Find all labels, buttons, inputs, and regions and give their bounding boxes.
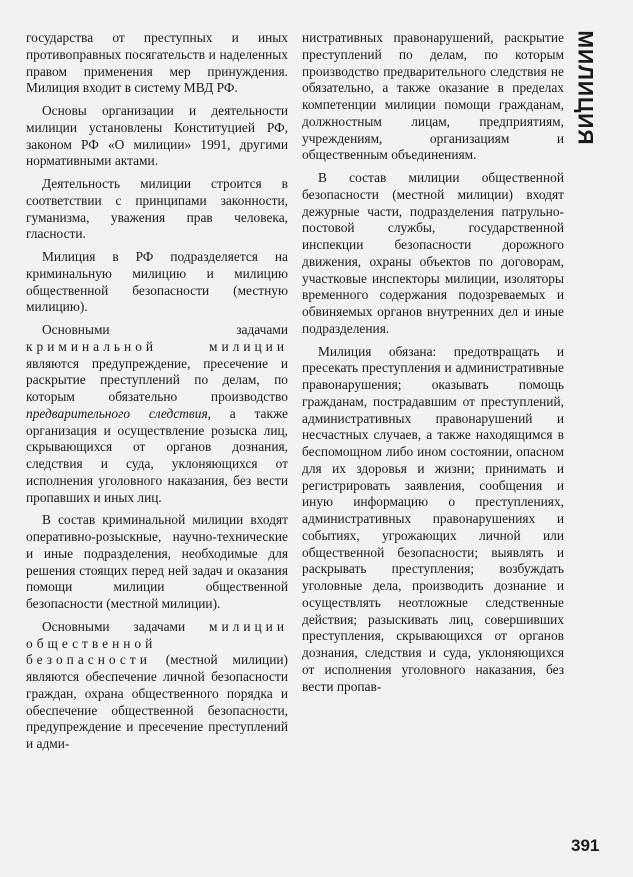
paragraph: Милиция обязана: предотвращать и пресекать преступления и административные правонарушения; оказывать помощь гражданам, пострадавшим от преступлений, административных правонарушений и несчастных случаев, а также находящимся в беспомощном либо ином состоянии, опасном для их здоровья и жизни; принимать и регистрировать заявления, сообщения и иную информацию о преступлениях, административных правонарушениях и событиях, угрожающих личной или общественной безопасности; выявлять и раскрывать преступления; возбуждать уголовные дела, производить дознание и осуществлять неотложные следственные действия; разыскивать лиц, совершивших преступления, скрывающихся от органов дознания, следствия и суда, уклоняющихся от исполнения уголовного наказания, без вести пропав- (302, 343, 564, 694)
paragraph: государства от преступных и иных противоправных посягательств и наделенных правом применения мер принуждения. Милиция входит в систему МВД РФ. (26, 30, 288, 96)
paragraph: Деятельность милиции строится в соответствии с принципами законности, гуманизма, уважения прав человека, гласности. (26, 176, 288, 242)
left-column (26, 30, 288, 759)
spaced-term: криминальной милиции (26, 338, 288, 354)
text-run: , а также организация и осуществление розыска лиц, скрывающихся от органов дознания, следствия и суда, уклоняющихся от исполнения уголовного наказания, без вести пропавших и иных лиц. (26, 405, 288, 505)
running-title: МИЛИЦИЯ (573, 30, 597, 146)
paragraph: В состав криминальной милиции входят оперативно-розыскные, научно-технические и иные подразделения, необходимые для решения стоящих перед ней задач и оказания помощи милиции общественной безопасности (местной милиции). (26, 512, 288, 611)
right-column (302, 30, 564, 701)
text-run: (местной милиции) являются обеспечение личной безопасности граждан, охрана общественного порядка и обеспечение общественной безопасности, предупреждение и пресечение преступлений и адми- (26, 652, 288, 751)
paragraph: В состав милиции общественной безопасности (местной милиции) входят дежурные части, подразделения патрульно-постовой службы, государственной инспекции безопасности дорожного движения, охраны объектов по договорам, участковые инспекторы милиции, изоляторы временного содержания подозреваемых и обвиняемых органов внутренних дел и иные подразделения. (302, 170, 564, 336)
spaced-term: милиции общественной безопасности (26, 618, 288, 668)
text-run: Основными задачами (42, 618, 186, 634)
italic-term: предварительного следствия (26, 405, 208, 421)
page-number: 391 (571, 836, 600, 855)
paragraph: нистративных правонарушений, раскрытие преступлений по делам, по которым производство предварительного следствия не обязательно, а также оказание в пределах компетенции милиции помощи гражданам, должностным лицам, предприятиям, учреждениям, организациям и общественным объединениям. (302, 30, 564, 163)
paragraph (26, 322, 288, 506)
paragraph: Основы организации и деятельности милиции установлены Конституцией РФ, законом РФ «О милиции» 1991, другими нормативными актами. (26, 103, 288, 169)
text-run: Основными задачами (42, 322, 288, 337)
paragraph: Милиция в РФ подразделяется на криминальную милицию и милицию общественной безопасности (местную милицию). (26, 249, 288, 315)
running-header (567, 28, 601, 148)
text-run: являются предупреждение, пресечение и раскрытие преступлений по делам, по которым обязательно производство (26, 355, 288, 404)
paragraph (26, 619, 288, 753)
